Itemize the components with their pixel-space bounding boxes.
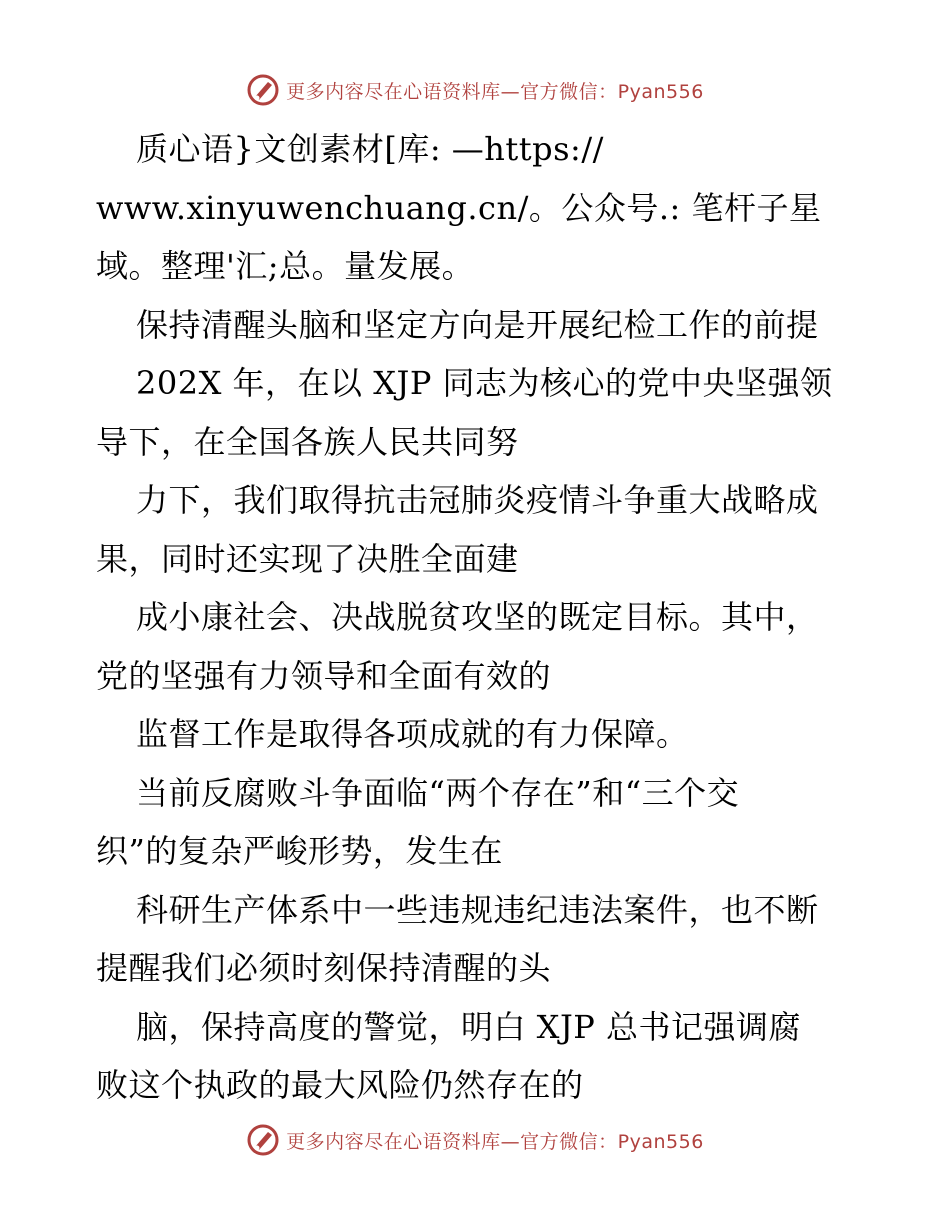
document-body (96, 120, 856, 1115)
text-line: 脑，保持高度的警觉，明白 XJP 总书记强调腐 (136, 1007, 801, 1046)
watermark-text: 更多内容尽在心语资料库—官方微信：Pyan556 (286, 1130, 704, 1153)
text-line: www.xinyuwenchuang.cn/。公众号.: 笔杆子星 (96, 188, 822, 227)
text-line: 织”的复杂严峻形势，发生在 (96, 832, 503, 870)
text-line: 监督工作是取得各项成就的有力保障。 (136, 715, 689, 753)
text-line: 成小康社会、决战脱贫攻坚的既定目标。其中， (136, 598, 819, 636)
brush-pen-logo-icon (246, 1123, 280, 1157)
text-line: 力下，我们取得抗击冠肺炎疫情斗争重大战略成 (136, 481, 819, 519)
header-watermark (0, 70, 950, 110)
text-line: 党的坚强有力领导和全面有效的 (96, 656, 552, 695)
watermark-text: 更多内容尽在心语资料库—官方微信：Pyan556 (286, 80, 704, 103)
text-line: 果，同时还实现了决胜全面建 (96, 539, 519, 578)
brush-pen-logo-icon (246, 73, 280, 107)
footer-watermark (0, 1120, 950, 1160)
text-line: 提醒我们必须时刻保持清醒的头 (96, 949, 552, 987)
text-line: 质心语}文创素材[库: —https:// (136, 130, 604, 168)
text-line: 败这个执政的最大风险仍然存在的 (96, 1066, 584, 1104)
text-line: 202X 年，在以 XJP 同志为核心的党中央坚强领 (136, 364, 833, 402)
text-line: 当前反腐败斗争面临“两个存在”和“三个交 (136, 773, 740, 812)
text-line: 保持清醒头脑和坚定方向是开展纪检工作的前提 (136, 305, 819, 344)
text-line: 导下，在全国各族人民共同努 (96, 422, 519, 461)
text-line: 科研生产体系中一些违规违纪违法案件，也不断 (136, 890, 819, 929)
text-line: 域。整理'汇;总。量发展。 (96, 247, 475, 285)
